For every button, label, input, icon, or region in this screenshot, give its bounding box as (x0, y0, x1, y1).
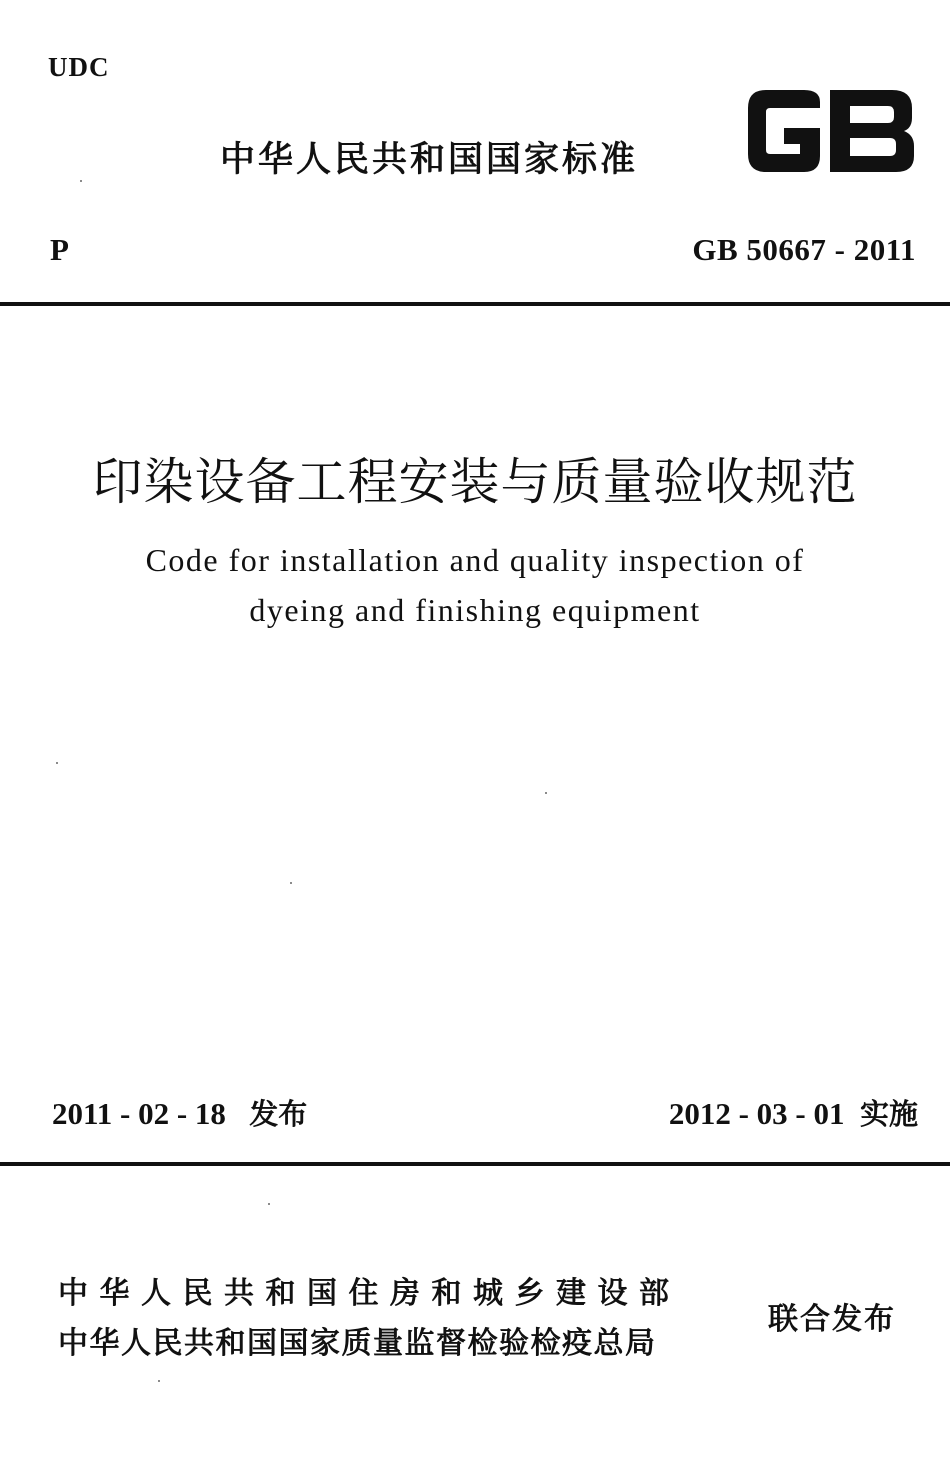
title-english-line-1: Code for installation and quality inspection of (145, 542, 805, 578)
joint-issue-label: 联合发布 (768, 1302, 896, 1337)
issue-date-block (52, 1092, 307, 1133)
title-english-line-2: dyeing and finishing equipment (249, 592, 701, 628)
classification-code: P (50, 232, 69, 267)
gb-logo (742, 82, 920, 180)
issuer-quality-administration: 中华人民共和国国家质量监督检验检疫总局 (58, 1326, 657, 1361)
issue-date: 2011 - 02 - 18 (52, 1096, 226, 1131)
issue-label: 发布 (249, 1097, 308, 1131)
top-divider (0, 302, 950, 306)
effective-date: 2012 - 03 - 01 (668, 1096, 845, 1131)
scan-speck (80, 180, 82, 182)
effective-label: 实施 (859, 1097, 918, 1131)
scan-speck (56, 762, 58, 764)
scan-speck (545, 792, 547, 794)
scan-speck (268, 1203, 270, 1205)
title-chinese: 印染设备工程安装与质量验收规范 (92, 453, 858, 511)
issuer-ministry-housing: 中华人民共和国住房和城乡建设部 (58, 1276, 681, 1311)
scan-speck (290, 882, 292, 884)
bottom-divider (0, 1162, 950, 1166)
scan-speck (158, 1380, 160, 1382)
effective-date-block (669, 1092, 918, 1133)
standard-number: GB 50667 - 2011 (692, 232, 916, 267)
national-standard-heading: 中华人民共和国国家标准 (220, 140, 639, 180)
udc-label: UDC (48, 52, 110, 82)
